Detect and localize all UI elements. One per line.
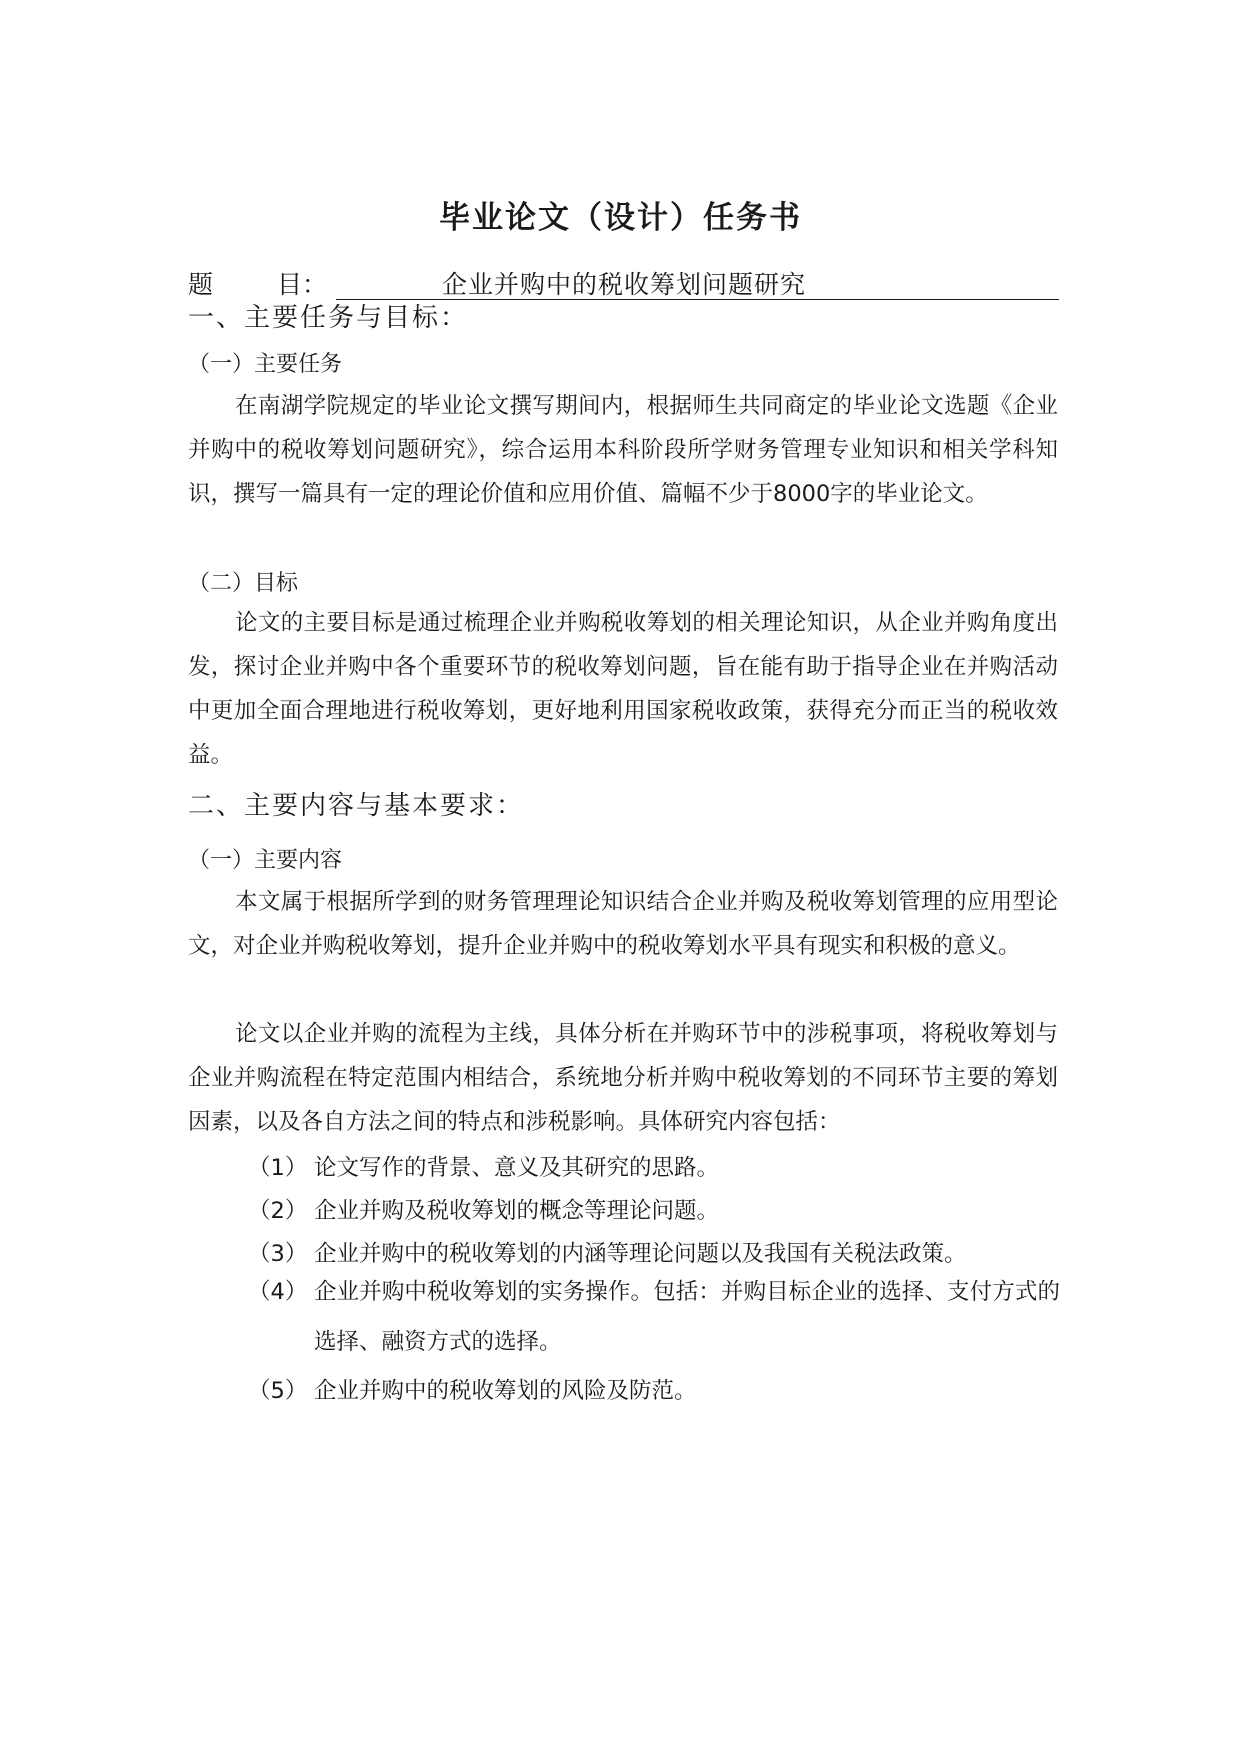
subheading-main-task: （一）主要任务 <box>188 352 343 377</box>
list-item <box>248 1373 697 1405</box>
list-item <box>248 1236 967 1268</box>
paragraph-main-task: 在南湖学院规定的毕业论文撰写期间内，根据师生共同商定的毕业论文选题《企业并购中的税收筹划问题研究》，综合运用本科阶段所学财务管理专业知识和相关学科知识，撰写一篇具有一定的理论价值和应用价值、篇幅不少于8000字的毕业论文。 <box>188 393 1058 507</box>
list-item <box>248 1150 719 1182</box>
list-item-text: 企业并购中的税收筹划的内涵等理论问题以及我国有关税法政策。 <box>314 1241 967 1267</box>
topic-label-rest: 目： <box>277 270 328 299</box>
topic-label <box>188 265 327 301</box>
list-item-number: （5） <box>248 1378 308 1404</box>
list-item-text: 企业并购及税收筹划的概念等理论问题。 <box>314 1198 720 1224</box>
section-heading-tasks: 一、主要任务与目标： <box>188 303 469 333</box>
list-item-number: （3） <box>248 1241 308 1267</box>
list-item-text: 论文写作的背景、意义及其研究的思路。 <box>314 1155 720 1181</box>
subheading-goal: （二）目标 <box>188 571 299 596</box>
paragraph-goal: 论文的主要目标是通过梳理企业并购税收筹划的相关理论知识，从企业并购角度出发，探讨企业并购中各个重要环节的税收筹划问题，旨在能有助于指导企业在并购活动中更加全面合理地进行税收筹划，更好地利用国家税收政策，获得充分而正当的税收效益。 <box>188 610 1058 768</box>
list-item-text: 企业并购中的税收筹划的风险及防范。 <box>314 1378 697 1404</box>
list-item-number: （4） <box>248 1279 308 1305</box>
subheading-main-content: （一）主要内容 <box>188 848 343 873</box>
paragraph-content-2: 论文以企业并购的流程为主线，具体分析在并购环节中的涉税事项，将税收筹划与企业并购流程在特定范围内相结合，系统地分析并购中税收筹划的不同环节主要的筹划因素，以及各自方法之间的特点和涉税影响。具体研究内容包括： <box>188 1021 1058 1135</box>
topic-underline <box>336 265 1059 300</box>
topic-label-char: 题 <box>188 270 214 299</box>
list-item <box>248 1193 719 1225</box>
paragraph-content-1: 本文属于根据所学到的财务管理理论知识结合企业并购及税收筹划管理的应用型论文，对企业并购税收筹划，提升企业并购中的税收筹划水平具有现实和积极的意义。 <box>188 889 1058 959</box>
list-item <box>248 1267 1060 1367</box>
list-item-number: （2） <box>248 1198 308 1224</box>
list-item-text: 企业并购中税收筹划的实务操作。包括：并购目标企业的选择、支付方式的选择、融资方式的选择。 <box>314 1279 1060 1355</box>
topic-value: 企业并购中的税收筹划问题研究 <box>442 270 807 299</box>
section-heading-content: 二、主要内容与基本要求： <box>188 791 525 821</box>
document-title: 毕业论文（设计）任务书 <box>439 200 802 236</box>
list-item-number: （1） <box>248 1155 308 1181</box>
